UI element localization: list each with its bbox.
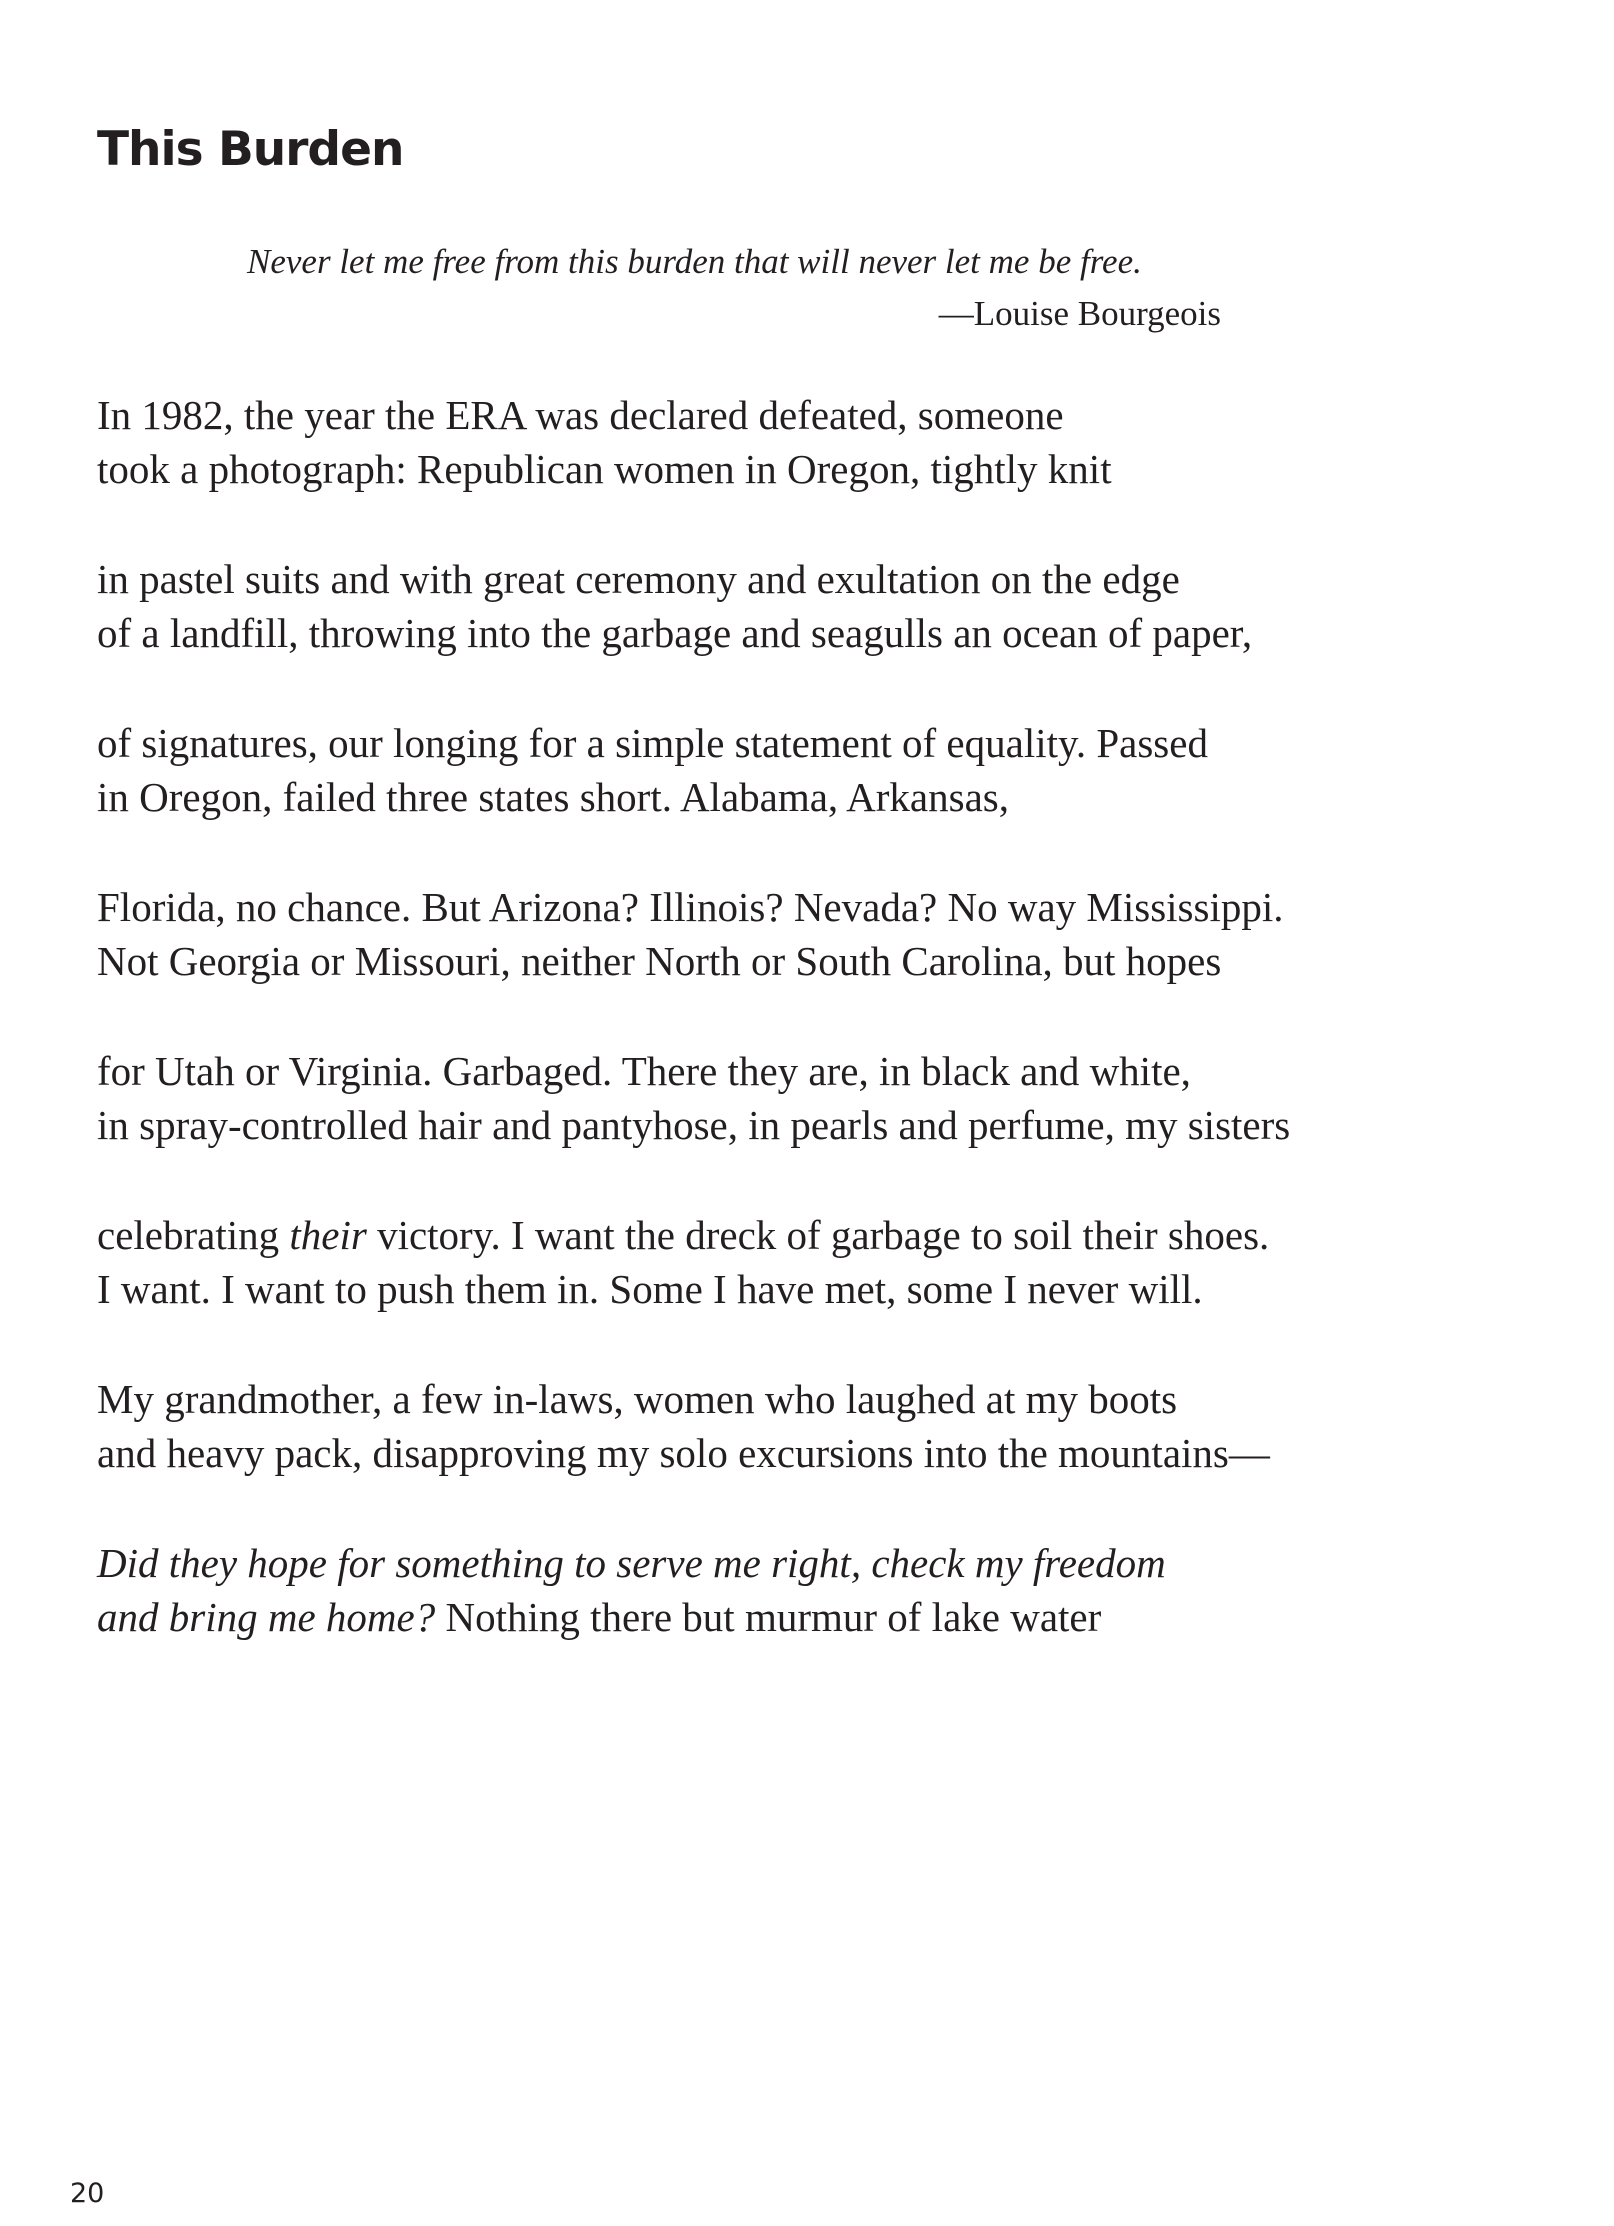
epigraph: [247, 236, 1221, 340]
poem-line: My grandmother, a few in-laws, women who laughed at my boots: [97, 1376, 1178, 1422]
poem-line: for Utah or Virginia. Garbaged. There they are, in black and white,: [97, 1048, 1191, 1094]
line-text: celebrating: [97, 1212, 290, 1258]
stanza: [97, 880, 1517, 988]
stanza: [97, 388, 1517, 496]
poem-title: This Burden: [97, 122, 404, 177]
stanza: [97, 716, 1517, 824]
poem-line: I want. I want to push them in. Some I have met, some I never will.: [97, 1266, 1203, 1312]
poem-line: In 1982, the year the ERA was declared defeated, someone: [97, 392, 1064, 438]
page-number: 20: [70, 2178, 105, 2209]
stanza: [97, 1208, 1517, 1316]
stanza: [97, 552, 1517, 660]
stanza: [97, 1044, 1517, 1152]
line-text: victory. I want the dreck of garbage to soil their shoes.: [366, 1212, 1270, 1258]
stanza: [97, 1536, 1517, 1644]
poem-line: of signatures, our longing for a simple statement of equality. Passed: [97, 720, 1208, 766]
line-text-italic: and bring me home?: [97, 1594, 436, 1640]
poem-line: in spray-controlled hair and pantyhose, in pearls and perfume, my sisters: [97, 1102, 1291, 1148]
poem-body: [97, 388, 1517, 1700]
poem-line: and heavy pack, disapproving my solo excursions into the mountains—: [97, 1430, 1270, 1476]
poem-line: in Oregon, failed three states short. Alabama, Arkansas,: [97, 774, 1009, 820]
poem-line: took a photograph: Republican women in Oregon, tightly knit: [97, 446, 1112, 492]
poem-line: of a landfill, throwing into the garbage and seagulls an ocean of paper,: [97, 610, 1253, 656]
poem-line: Not Georgia or Missouri, neither North or South Carolina, but hopes: [97, 938, 1222, 984]
poem-line: [97, 1208, 1517, 1262]
poem-line: Did they hope for something to serve me right, check my freedom: [97, 1540, 1166, 1586]
poem-line: in pastel suits and with great ceremony and exultation on the edge: [97, 556, 1180, 602]
line-text-italic: their: [289, 1212, 367, 1258]
stanza: [97, 1372, 1517, 1480]
epigraph-attribution: —Louise Bourgeois: [938, 294, 1221, 333]
epigraph-quote: Never let me free from this burden that will never let me be free.: [247, 242, 1142, 281]
line-text: Nothing there but murmur of lake water: [435, 1594, 1102, 1640]
poem-line: [97, 1590, 1517, 1644]
poem-line: Florida, no chance. But Arizona? Illinois? Nevada? No way Mississippi.: [97, 884, 1284, 930]
